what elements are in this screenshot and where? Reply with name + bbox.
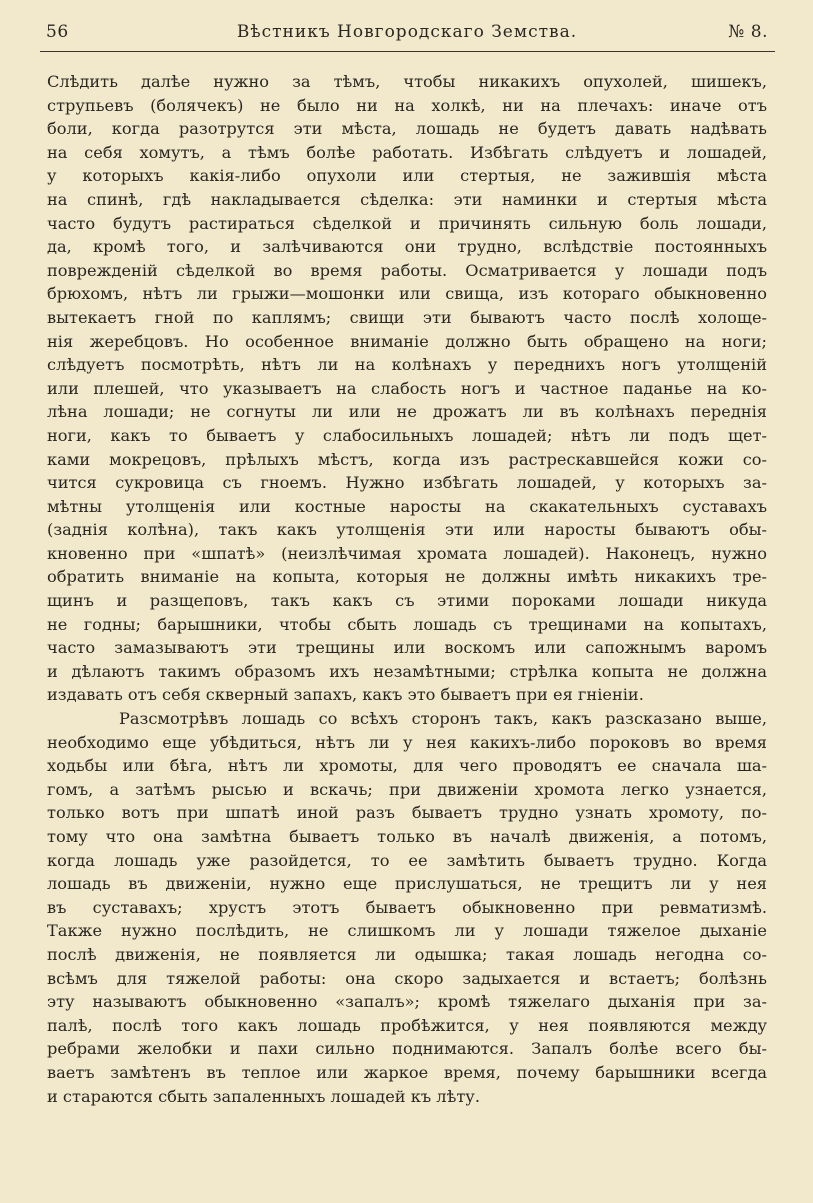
text-line: нія жеребцовъ. Но особенное вниманіе должно быть обращено на ноги; <box>47 331 767 351</box>
page-number: 56 <box>46 22 69 42</box>
text-line: послѣ движенія, не появляется ли одышка; такая лошадь негодна со- <box>47 944 767 964</box>
text-line: лошадь въ движеніи, нужно еще прислушаться, не трещитъ ли у нея <box>47 874 767 894</box>
text-line: Также нужно послѣдить, не слишкомъ ли у лошади тяжелое дыханіе <box>47 921 767 941</box>
text-line: чится сукровица съ гноемъ. Нужно избѣгать лошадей, у которыхъ за- <box>47 473 767 493</box>
page-header <box>46 22 768 46</box>
header-rule <box>40 51 775 52</box>
text-line: кновенно при «шпатѣ» (неизлѣчимая хромата лошадей). Наконецъ, нужно <box>47 543 767 563</box>
text-line: да, кромѣ того, и залѣчиваются они трудно, вслѣдствіе постоянныхъ <box>47 237 767 257</box>
text-line: или плешей, что указываетъ на слабость ногъ и частное паданье на ко- <box>47 378 767 398</box>
text-line: въ суставахъ; хрустъ этотъ бываетъ обыкновенно при ревматизмѣ. <box>47 897 767 917</box>
body-text <box>47 70 767 1108</box>
text-line: ребрами желобки и пахи сильно поднимаются. Запалъ болѣе всего бы- <box>47 1039 767 1059</box>
text-line: ходьбы или бѣга, нѣтъ ли хромоты, для чего проводятъ ее сначала ша- <box>47 756 767 776</box>
text-line: (заднія колѣна), такъ какъ утолщенія эти или наросты бываютъ обы- <box>47 520 767 540</box>
text-line: на себя хомутъ, а тѣмъ болѣе работать. Избѣгать слѣдуетъ и лошадей, <box>47 142 767 162</box>
text-line: поврежденій сѣделкой во время работы. Осматривается у лошади подъ <box>47 260 767 280</box>
text-line: лѣна лошади; не согнуты ли или не дрожатъ ли въ колѣнахъ переднія <box>47 402 767 422</box>
text-line: струпьевъ (болячекъ) не было ни на холкѣ, ни на плечахъ: иначе отъ <box>47 95 767 115</box>
text-line: гомъ, а затѣмъ рысью и вскачь; при движеніи хромота легко узнается, <box>47 779 767 799</box>
text-line: боли, когда разотрутся эти мѣста, лошадь не будетъ давать надѣвать <box>47 119 767 139</box>
text-line: часто замазываютъ эти трещины или воскомъ или сапожнымъ варомъ <box>47 638 767 658</box>
text-line: слѣдуетъ посмотрѣть, нѣтъ ли на колѣнахъ у переднихъ ногъ утолщеній <box>47 355 767 375</box>
text-line: ками мокрецовъ, прѣлыхъ мѣстъ, когда изъ растрескавшейся кожи со- <box>47 449 767 469</box>
text-line: тому что она замѣтна бываетъ только въ началѣ движенія, а потомъ, <box>47 827 767 846</box>
text-line: щинъ и разщеповъ, такъ какъ съ этими пороками лошади никуда <box>47 591 767 611</box>
text-line: и стараются сбыть запаленныхъ лошадей къ лѣту. <box>47 1086 480 1106</box>
text-line: всѣмъ для тяжелой работы: она скоро задыхается и встаетъ; болѣзнь <box>47 968 767 988</box>
text-line: часто будутъ растираться сѣделкой и причинять сильную боль лошади, <box>47 213 767 233</box>
text-line: эту называютъ обыкновенно «запалъ»; кромѣ тяжелаго дыханія при за- <box>47 992 767 1012</box>
text-line: на спинѣ, гдѣ накладывается сѣделка: эти наминки и стертыя мѣста <box>47 189 767 209</box>
text-line: брюхомъ, нѣтъ ли грыжи—мошонки или свища, изъ котораго обыкновенно <box>47 284 767 304</box>
journal-title: Вѣстникъ Новгородскаго Земства. <box>236 22 578 42</box>
text-line: у которыхъ какія-либо опухоли или стертыя, не зажившія мѣста <box>47 166 767 186</box>
text-line: Слѣдить далѣе нужно за тѣмъ, чтобы никакихъ опухолей, шишекъ, <box>47 72 767 91</box>
text-line: не годны; барышники, чтобы сбыть лошадь съ трещинами на копытахъ, <box>47 614 767 634</box>
text-line: ноги, какъ то бываетъ у слабосильныхъ лошадей; нѣтъ ли подъ щет- <box>47 425 767 445</box>
issue-number: № 8. <box>728 22 768 42</box>
text-line: ваетъ замѣтенъ въ теплое или жаркое время, почему барышники всегда <box>47 1062 767 1082</box>
text-line: обратить вниманіе на копыта, которыя не должны имѣть никакихъ тре- <box>47 567 767 587</box>
text-line: палѣ, послѣ того какъ лошадь пробѣжится, у нея появляются между <box>47 1015 767 1035</box>
text-line: когда лошадь уже разойдется, то ее замѣтить бываетъ трудно. Когда <box>47 850 767 870</box>
text-line: необходимо еще убѣдиться, нѣтъ ли у нея какихъ-либо пороковъ во время <box>47 732 767 752</box>
text-line: и дѣлаютъ такимъ образомъ ихъ незамѣтными; стрѣлка копыта не должна <box>47 661 767 681</box>
text-line: издавать отъ себя скверный запахъ, какъ это бываетъ при ея гніеніи. <box>47 685 644 705</box>
text-line: только вотъ при шпатѣ иной разъ бываетъ трудно узнать хромоту, по- <box>47 803 767 823</box>
text-line: вытекаетъ гной по каплямъ; свищи эти бываютъ часто послѣ холоще- <box>47 307 767 327</box>
text-line: Разсмотрѣвъ лошадь со всѣхъ сторонъ такъ, какъ разсказано выше, <box>119 709 767 729</box>
text-line: мѣтны утолщенія или костные наросты на скакательныхъ суставахъ <box>47 496 767 516</box>
